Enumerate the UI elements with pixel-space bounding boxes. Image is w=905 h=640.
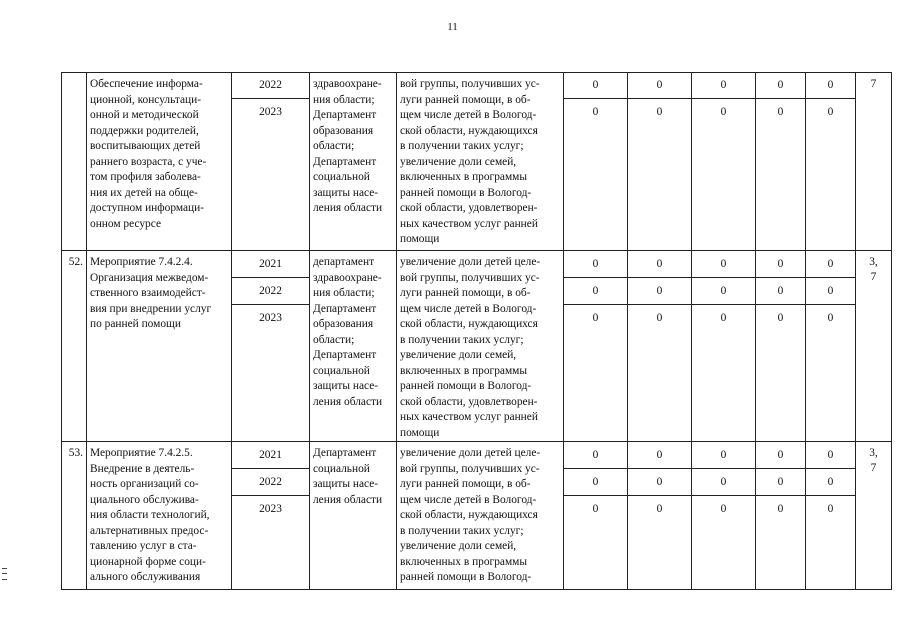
funding-value: 0 (756, 278, 805, 305)
year-value: 2023 (259, 312, 282, 324)
target-indicator-ref: 7 (870, 78, 877, 90)
indicator-cell (397, 73, 564, 251)
row-number (62, 73, 87, 251)
year-value: 2023 (259, 106, 282, 118)
funding-value: 0 (656, 312, 663, 324)
executor-cell (310, 251, 397, 442)
indicator-text: увеличение доли детей целе- вой группы, получивших ус- луги ранней помощи, в об- щем числе детей в Вологод- ской области, нуждающихся в получении таких услуг; увеличение доли семей, включенных в программы ранней помощи в Вологод- (400, 447, 541, 583)
funding-value: 0 (806, 278, 855, 305)
executor-cell (310, 73, 397, 251)
margin-mark (2, 568, 7, 580)
funding-value: 0 (827, 503, 834, 515)
year-value: 2022 (232, 278, 309, 305)
funding-column-cell (692, 73, 756, 251)
funding-column-cell (756, 251, 806, 442)
funding-column-cell (806, 73, 856, 251)
table-row (62, 251, 892, 442)
indicator-text: вой группы, получивших ус- луги ранней помощи, в об- щем числе детей в Вологод- ской области, нуждающихся в получении таких услуг; увеличение доли семей, включенных в программы ранней помощи в Вологод- ской области, удовлетворен- ных качеством услуг ранней помощи (400, 78, 540, 245)
funding-value: 0 (827, 312, 834, 324)
funding-value: 0 (628, 442, 691, 469)
year-value: 2022 (232, 73, 309, 99)
funding-value: 0 (756, 469, 805, 496)
table-row (62, 73, 892, 251)
funding-value: 0 (777, 312, 784, 324)
funding-value: 0 (756, 442, 805, 469)
funding-value: 0 (806, 442, 855, 469)
row-number: 52. (62, 251, 87, 442)
funding-value: 0 (720, 503, 727, 515)
funding-value: 0 (692, 469, 755, 496)
funding-value: 0 (692, 278, 755, 305)
indicator-text: увеличение доли детей целе- вой группы, получивших ус- луги ранней помощи, в об- щем числе детей в Вологод- ской области, нуждающихся в получении таких услуг; увеличение доли семей, включенных в программы ранней помощи в Вологод- ской области, удовлетворен- ных качеством услуг ранней помощи (400, 256, 541, 439)
funding-value: 0 (628, 73, 691, 99)
years-cell (232, 442, 310, 590)
funding-value: 0 (720, 106, 727, 118)
indicator-cell (397, 442, 564, 590)
funding-value: 0 (756, 251, 805, 278)
funding-value: 0 (806, 251, 855, 278)
funding-value: 0 (720, 312, 727, 324)
year-value: 2023 (259, 503, 282, 515)
target-indicator-ref: 3, 7 (869, 256, 878, 283)
funding-value: 0 (692, 73, 755, 99)
program-table (61, 72, 892, 590)
row-number: 53. (62, 442, 87, 590)
funding-value: 0 (564, 469, 627, 496)
funding-value: 0 (806, 469, 855, 496)
activity-name-cell (87, 442, 232, 590)
funding-column-cell (806, 251, 856, 442)
table-row (62, 442, 892, 590)
funding-column-cell (756, 442, 806, 590)
funding-value: 0 (628, 251, 691, 278)
funding-column-cell (756, 73, 806, 251)
funding-column-cell (564, 251, 628, 442)
funding-value: 0 (564, 73, 627, 99)
funding-value: 0 (777, 106, 784, 118)
year-value: 2021 (232, 442, 309, 469)
activity-name: Мероприятие 7.4.2.4. Организация межведом- ственного взаимодейст- вия при внедрении услуг по ранней помощи (90, 256, 212, 330)
funding-value: 0 (656, 106, 663, 118)
funding-column-cell (564, 73, 628, 251)
funding-column-cell (628, 73, 692, 251)
funding-value: 0 (692, 251, 755, 278)
funding-column-cell (692, 251, 756, 442)
funding-column-cell (628, 442, 692, 590)
page-number: 11 (447, 21, 458, 33)
funding-column-cell (628, 251, 692, 442)
funding-value: 0 (692, 442, 755, 469)
funding-value: 0 (827, 106, 834, 118)
funding-value: 0 (756, 73, 805, 99)
activity-name-cell (87, 73, 232, 251)
funding-value: 0 (592, 312, 599, 324)
target-indicator-ref-cell (856, 73, 892, 251)
funding-value: 0 (592, 106, 599, 118)
year-value: 2022 (232, 469, 309, 496)
executor-text: Департамент социальной защиты насе- ления области (313, 447, 383, 506)
indicator-cell (397, 251, 564, 442)
funding-column-cell (564, 442, 628, 590)
years-cell (232, 251, 310, 442)
funding-value: 0 (806, 73, 855, 99)
funding-value: 0 (592, 503, 599, 515)
funding-value: 0 (628, 469, 691, 496)
activity-name: Мероприятие 7.4.2.5. Внедрение в деятель- ность организаций со- циального обслужива- ния области технологий, альтернативных предос- тавлению услуг в ста- ционарной форме соци- ального обслуживания (90, 447, 210, 583)
funding-value: 0 (564, 278, 627, 305)
activity-name: Обеспечение информа- ционной, консультаци- онной и методической поддержки родителей, воспитывающих детей раннего возраста, с уче- том профиля заболева- ния их детей на обще- доступном информаци- онном ресурсе (90, 78, 207, 230)
executor-text: здравоохране- ния области; Департамент образования области; Департамент социальной защиты насе- ления области (313, 78, 383, 214)
target-indicator-ref-cell (856, 251, 892, 442)
funding-value: 0 (777, 503, 784, 515)
executor-cell (310, 442, 397, 590)
funding-value: 0 (628, 278, 691, 305)
target-indicator-ref: 3, 7 (869, 447, 878, 474)
executor-text: департамент здравоохране- ния области; Департамент образования области; Департамент социальной защиты насе- ления области (313, 256, 383, 408)
year-value: 2021 (232, 251, 309, 278)
activity-name-cell (87, 251, 232, 442)
target-indicator-ref-cell (856, 442, 892, 590)
funding-value: 0 (656, 503, 663, 515)
funding-column-cell (692, 442, 756, 590)
years-cell (232, 73, 310, 251)
funding-value: 0 (564, 251, 627, 278)
funding-value: 0 (564, 442, 627, 469)
funding-column-cell (806, 442, 856, 590)
